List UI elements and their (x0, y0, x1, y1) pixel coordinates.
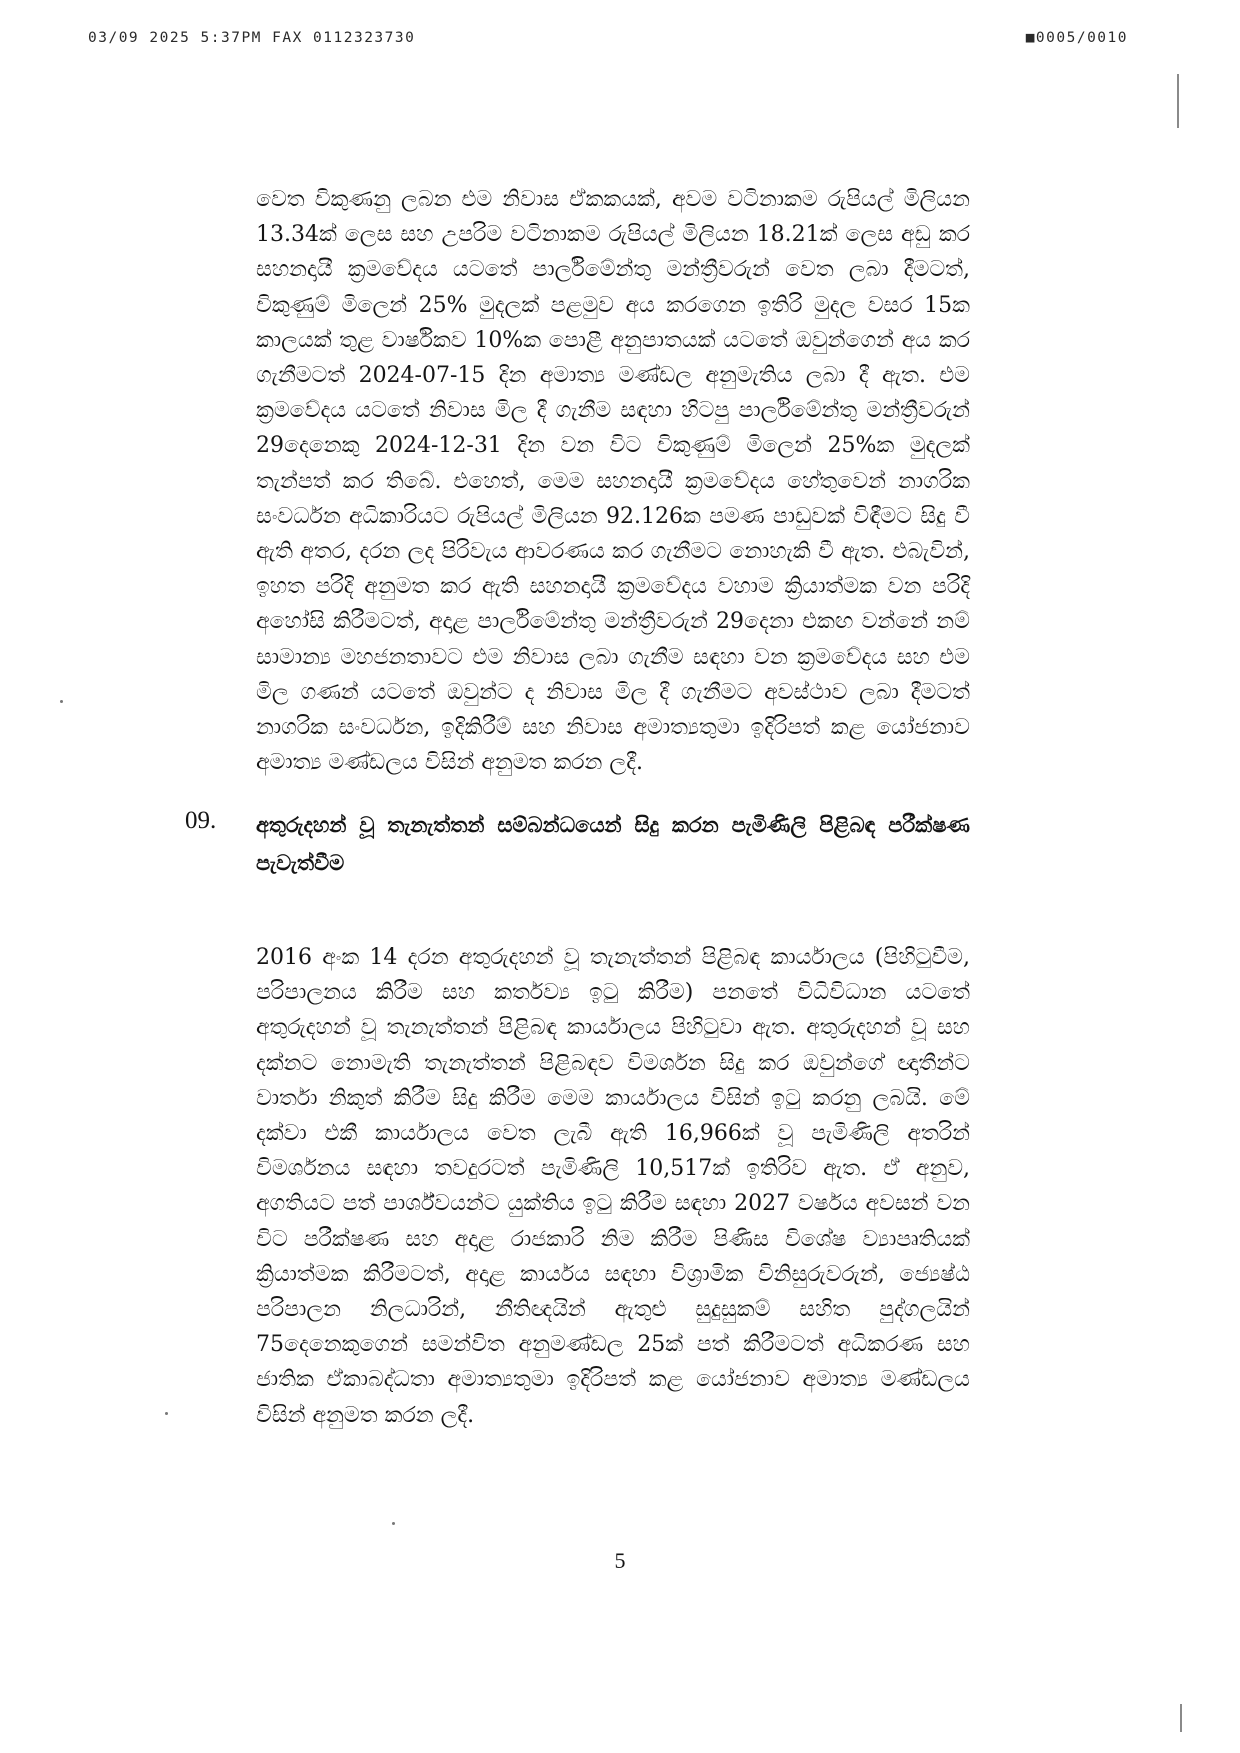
scan-artifact-dot (165, 1412, 168, 1415)
item-number: 09. (185, 807, 217, 834)
scan-artifact-dot (392, 1522, 395, 1525)
fax-page-counter: ■0005/0010 (1025, 30, 1128, 46)
paragraph-item-09: 2016 අංක 14 දරන අතුරුදහන් වූ තැනැත්තන් පිළිබඳ කාර්යාලය (පිහිටුවීම, පරිපාලනය කිරීම සහ කර්තව්‍ය ඉටු කිරීම) පනතේ විධිවිධාන යටතේ අතුරුදහන් වූ තැනැත්තන් පිළිබඳ කාර්යාලය පිහිටුවා ඇත. අතුරුදහන් වූ සහ දක්නට නොමැති තැනැත්තන් පිළිබඳව විමර්ශන සිදු කර ඔවුන්ගේ ඥාතීන්ට වාර්තා නිකුත් කිරීම සිදු කිරීම මෙම කාර්යාලය විසින් ඉටු කරනු ලබයි. මේ දක්වා එකී කාර්යාලය වෙත ලැබී ඇති 16,966ක් වූ පැමිණිලි අතරින් විමර්ශනය සඳහා තවදුරටත් පැමිණිලි 10,517ක් ඉතිරිව ඇත. ඒ අනුව, අගතියට පත් පාර්ශ්වයන්ට යුක්තිය ඉටු කිරීම සඳහා 2027 වර්ෂය අවසන් වන විට පරීක්ෂණ සහ අදාළ රාජකාරි නිම කිරීම පිණිස විශේෂ ව්‍යාපෘතියක් ක්‍රියාත්මක කිරීමටත්, අදාළ කාර්යය සඳහා විශ්‍රාමික විනිසුරුවරුන්, ජ්‍යෙෂ්ඨ පරිපාලන නිලධාරින්, නීතිඥයින් ඇතුළු සුදුසුකම් සහිත පුද්ගලයින් 75දෙනෙකුගෙන් සමන්විත අනුමණ්ඩල 25ක් පත් කිරීමටත් අධිකරණ සහ ජාතික ඒකාබද්ධතා අමාත්‍යතුමා ඉදිරිපත් කළ යෝජනාව අමාත්‍ය මණ්ඩලය විසින් අනුමත කරන ලදී. (256, 945, 970, 1428)
fax-transmission-header (88, 30, 1128, 52)
scan-artifact-line (1180, 1704, 1182, 1732)
page-number: 5 (614, 1548, 626, 1573)
item-heading: අතුරුදහන් වූ තැනැත්තන් සම්බන්ධයෙන් සිදු කරන පැමිණිලි පිළිබඳ පරීක්ෂණ පැවැත්වීම (256, 812, 970, 875)
fax-timestamp-line: 03/09 2025 5:37PM FAX 0112323730 (88, 30, 416, 46)
scan-artifact-line (1177, 74, 1179, 128)
paragraph-item-08-continued: වෙත විකුණනු ලබන එම නිවාස ඒකකයක්, අවම වටිනාකම රුපියල් මිලියන 13.34ක් ලෙස සහ උපරිම වටිනාකම රුපියල් මිලියන 18.21ක් ලෙස අඩු කර සහනදායී ක්‍රමවේදය යටතේ පාර්ලිමේන්තු මන්ත්‍රීවරුන් වෙත ලබා දීමටත්, විකුණුම් මිලෙන් 25% මුදලක් පළමුව අය කරගෙන ඉතිරි මුදල වසර 15ක කාලයක් තුළ වාර්ෂිකව 10%ක පොළී අනුපාතයක් යටතේ ඔවුන්ගෙන් අය කර ගැනීමටත් 2024-07-15 දින අමාත්‍ය මණ්ඩල අනුමැතිය ලබා දී ඇත. එම ක්‍රමවේදය යටතේ නිවාස මිල දී ගැනීම සඳහා හිටපු පාර්ලිමේන්තු මන්ත්‍රීවරුන් 29දෙනෙකු 2024-12-31 දින වන විට විකුණුම් මිලෙන් 25%ක මුදලක් තැන්පත් කර තිබේ. එහෙත්, මෙම සහනදායී ක්‍රමවේදය හේතුවෙන් නාගරික සංවර්ධන අධිකාරියට රුපියල් මිලියන 92.126ක පමණ පාඩුවක් විඳීමට සිදු වී ඇති අතර, දරන ලද පිරිවැය ආවරණය කර ගැනීමට නොහැකි වී ඇත. එබැවින්, ඉහත පරිදි අනුමත කර ඇති සහනදායී ක්‍රමවේදය වහාම ක්‍රියාත්මක වන පරිදි අහෝසි කිරීමටත්, අදාළ පාර්ලිමේන්තු මන්ත්‍රීවරුන් 29දෙනා එකඟ වන්නේ නම් සාමාන්‍ය මහජනතාවට එම නිවාස ලබා ගැනීම සඳහා වන ක්‍රමවේදය සහ එම මිල ගණන් යටතේ ඔවුන්ට ද නිවාස මිල දී ගැනීමට අවස්ථාව ලබා දීමටත් නාගරික සංවර්ධන, ඉදිකිරීම් සහ නිවාස අමාත්‍යතුමා ඉදිරිපත් කළ යෝජනාව අමාත්‍ය මණ්ඩලය විසින් අනුමත කරන ලදී. (256, 187, 970, 776)
scan-artifact-dot (60, 700, 63, 703)
